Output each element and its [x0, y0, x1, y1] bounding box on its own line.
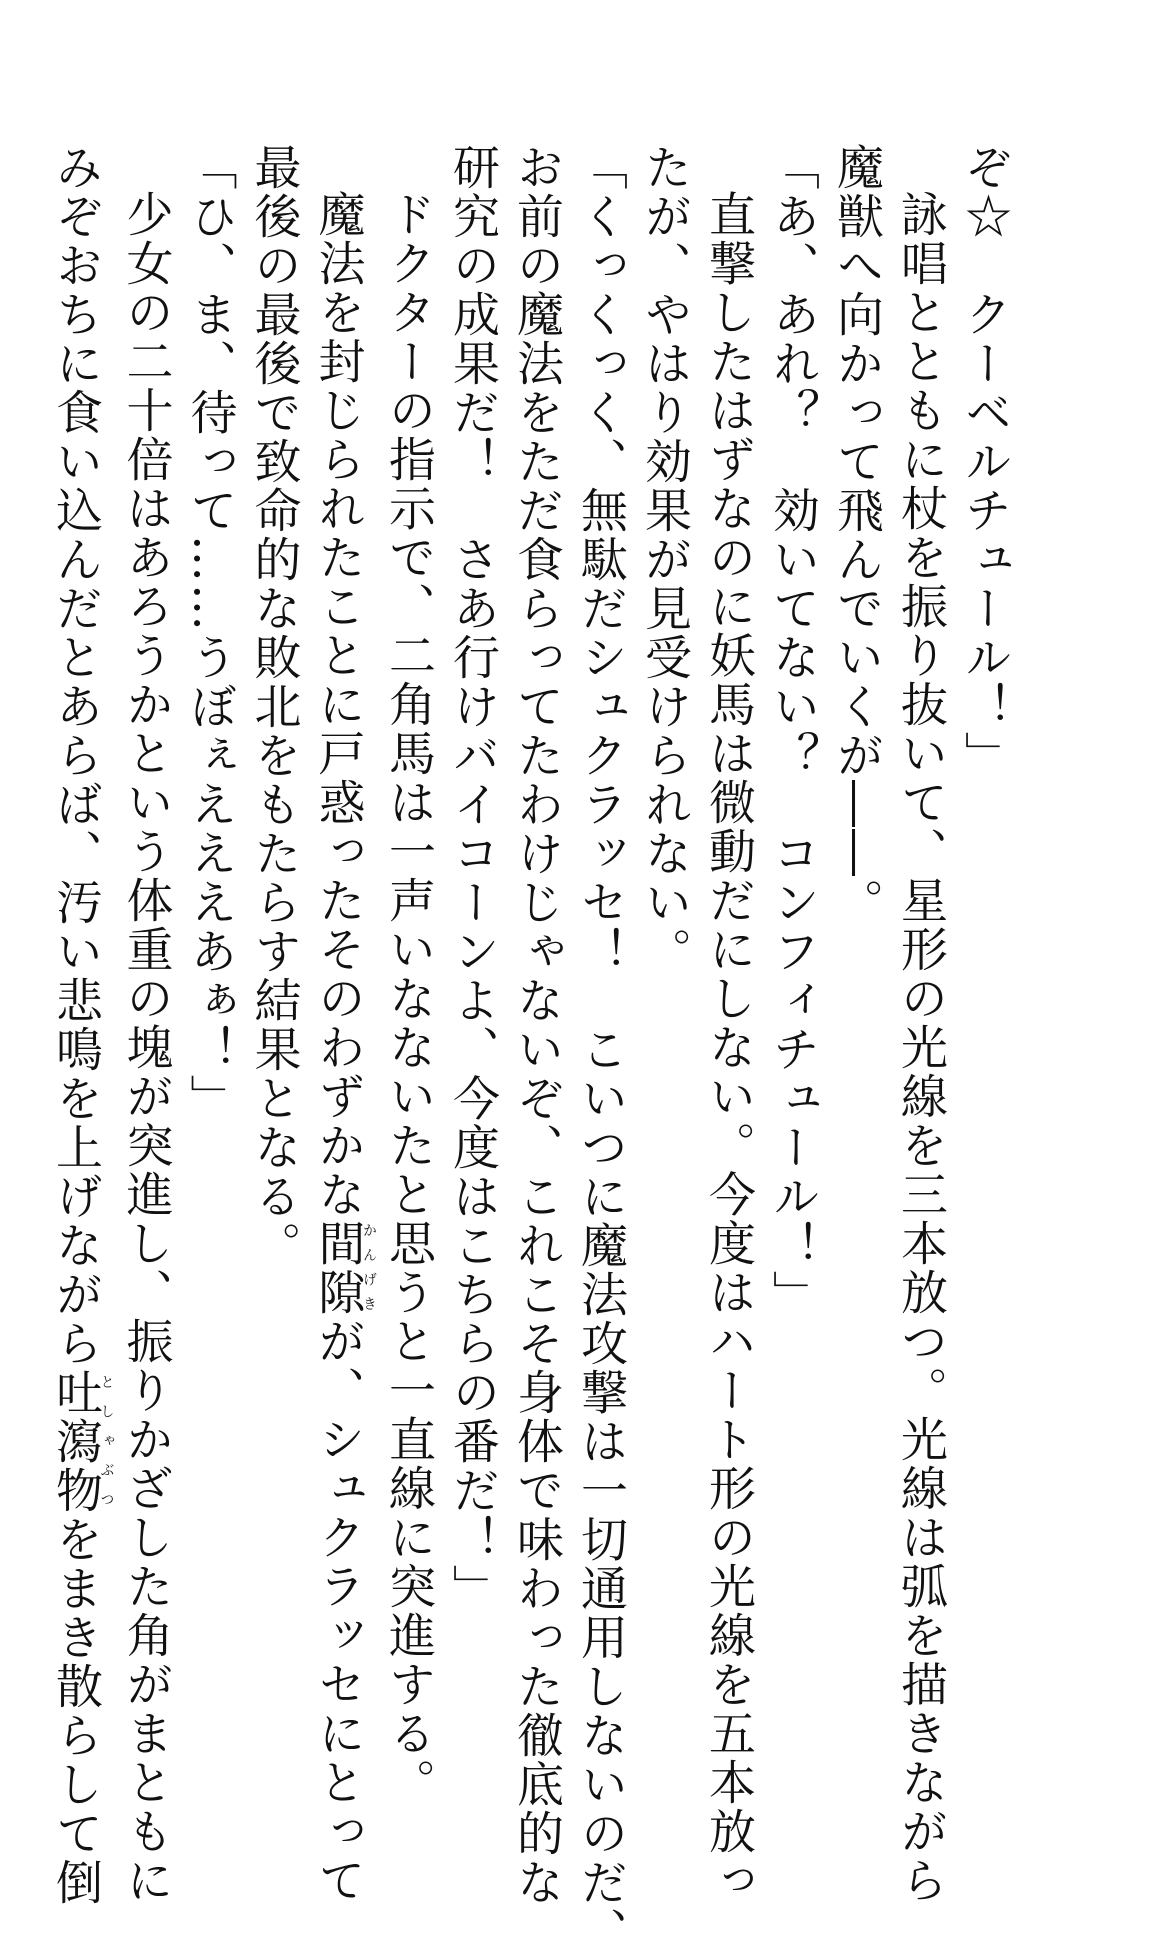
text-line-2: 詠唱とともに杖を振り抜いて、星形の光線を三本放つ。光線は弧を描きながら: [893, 190, 948, 1905]
text-line-10: ドクターの指示で、二角馬は一声いなないたと思うと一直線に突進する。: [381, 190, 436, 1807]
ruby-toshabutsu: [48, 1368, 115, 1515]
ruby-kangeki-base: 間隙: [310, 1219, 366, 1317]
ruby-toshabutsu-base: 吐瀉物: [48, 1368, 103, 1515]
text-line-15-after: をまき散らして倒: [48, 1515, 103, 1907]
text-line-1: ぞ☆ クーベルチュール！」: [957, 143, 1012, 780]
text-line-4: 「あ、あれ？ 効いてない？ コンフィチュール！」: [765, 143, 820, 1319]
text-line-15: [43, 143, 115, 1907]
text-line-11: [306, 143, 377, 1905]
text-line-9: 研究の成果だ！ さあ行けバイコーンよ、今度はこちらの番だ！」: [445, 143, 500, 1613]
text-line-15-before: みぞおちに食い込んだとあらば、汚い悲鳴を上げながら: [48, 143, 103, 1368]
text-line-6: たが、やはり効果が見受けられない。: [637, 143, 692, 976]
text-line-13: 「ひ、ま、待って……うぼぇえええあぁ！」: [182, 143, 238, 1123]
vertical-text-body: [43, 143, 1016, 1956]
text-line-14: 少女の二十倍はあろうかという体重の塊が突進し、振りかざした角がまともに: [118, 190, 174, 1905]
ruby-kangeki-reading: かんげき: [361, 1219, 377, 1317]
ruby-toshabutsu-reading: としゃぶつ: [98, 1368, 115, 1515]
text-line-7: 「くっくっく、無駄だシュクラッセ！ こいつに魔法攻撃は一切通用しないのだ、: [573, 143, 628, 1956]
text-line-11-before: 魔法を封じられたことに戸惑ったそのわずかな: [310, 190, 366, 1219]
text-line-12: 最後の最後で致命的な敗北をもたらす結果となる。: [246, 143, 302, 1270]
text-line-5: 直撃したはずなのに妖馬は微動だにしない。今度はハート形の光線を五本放っ: [701, 190, 756, 1905]
text-line-3: 魔獣へ向かって飛んでいくが――。: [829, 143, 884, 927]
ruby-kangeki: [310, 1219, 377, 1317]
text-line-8: お前の魔法をただ食らってたわけじゃないぞ、これこそ身体で味わった徹底的な: [509, 143, 564, 1907]
text-line-11-after: が、シュクラッセにとって: [310, 1317, 366, 1905]
